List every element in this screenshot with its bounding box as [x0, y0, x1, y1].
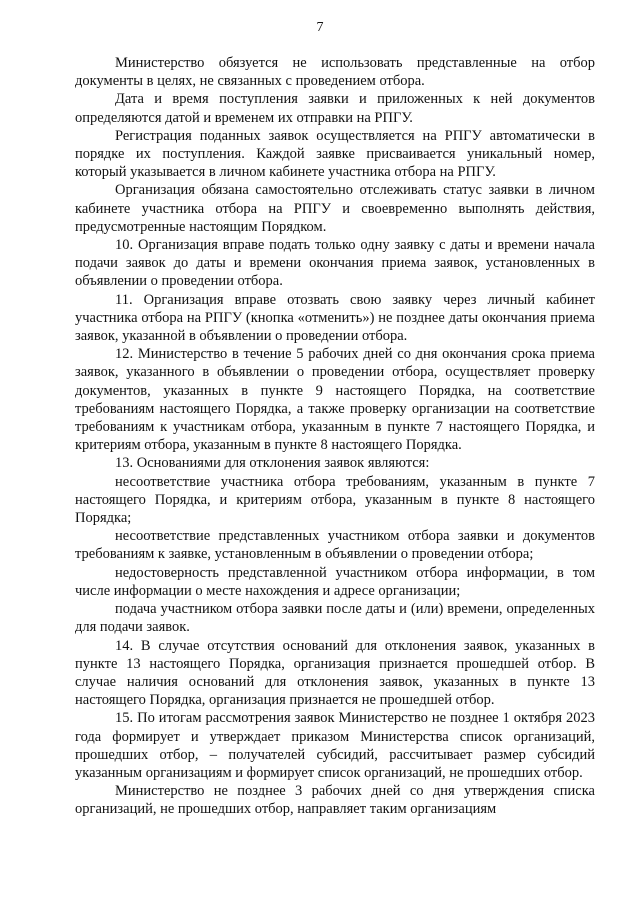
paragraph-4: 10. Организация вправе подать только одну заявку с даты и времени начала подачи заявок до даты и времени окончания приема заявок, установленных в объявлении о проведении отбора. — [75, 237, 595, 290]
paragraph-3: Организация обязана самостоятельно отслеживать статус заявки в личном кабинете участника отбора на РПГУ и своевременно выполнять действия, предусмотренные настоящим Порядком. — [75, 182, 595, 235]
paragraph-8: несоответствие участника отбора требованиям, указанным в пункте 7 настоящего Порядка, и критериям отбора, указанным в пункте 8 настоящего Порядка; — [75, 473, 595, 527]
paragraph-5: 11. Организация вправе отозвать свою заявку через личный кабинет участника отбора на РПГУ (кнопка «отменить») не позднее даты окончания приема заявок, указанной в объявлении о проведении отбора. — [75, 291, 595, 345]
paragraph-13: 15. По итогам рассмотрения заявок Министерство не позднее 1 октября 2023 года формирует и утверждает приказом Министерства список организаций, прошедших отбор, – получателей субсидий, рассчитывает размер субсидий указанным организациям и формирует список организаций, не прошедших отбор. — [75, 710, 595, 781]
paragraph-14: Министерство не позднее 3 рабочих дней со дня утверждения списка организаций, не прошедших отбор, направляет таким организациям — [75, 783, 595, 818]
paragraph-1: Дата и время поступления заявки и приложенных к ней документов определяются датой и временем их отправки на РПГУ. — [75, 91, 595, 126]
paragraph-11: подача участником отбора заявки после даты и (или) времени, определенных для подачи заявок. — [75, 601, 595, 636]
document-body — [75, 54, 595, 819]
paragraph-12: 14. В случае отсутствия оснований для отклонения заявок, указанных в пункте 13 настоящего Порядка, организация признается прошедшей отбор. В случае наличия оснований для отклонения заявок, указанных в пункте 13 настоящего Порядка, организация признается не прошедшей отбор. — [75, 637, 595, 709]
paragraph-0: Министерство обязуется не использовать представленные на отбор документы в целях, не связанных с проведением отбора. — [75, 55, 595, 90]
paragraph-2: Регистрация поданных заявок осуществляется на РПГУ автоматически в порядке их поступления. Каждой заявке присваивается уникальный номер, который указывается в личном кабинете участника отбора на РПГУ. — [75, 127, 595, 181]
paragraph-10: недостоверность представленной участником отбора информации, в том числе информации о месте нахождения и адресе организации; — [75, 564, 595, 599]
paragraph-9: несоответствие представленных участником отбора заявки и документов требованиям к заявке, установленным в объявлении о проведении отбора; — [75, 528, 595, 563]
paragraph-6: 12. Министерство в течение 5 рабочих дней со дня окончания срока приема заявок, указанного в объявлении о проведении отбора, осуществляет проверку документов, указанных в пункте 9 настоящего Порядка, на соответствие требованиям настоящего Порядка, а также проверку организации на соответствие требованиям к участникам отбора, указанным в пункте 7 настоящего Порядка, и критериям отбора, указанным в пункте 8 настоящего Порядка. — [75, 346, 595, 454]
paragraph-7: 13. Основаниями для отклонения заявок являются: — [115, 455, 430, 472]
page-number: 7 — [316, 20, 324, 35]
